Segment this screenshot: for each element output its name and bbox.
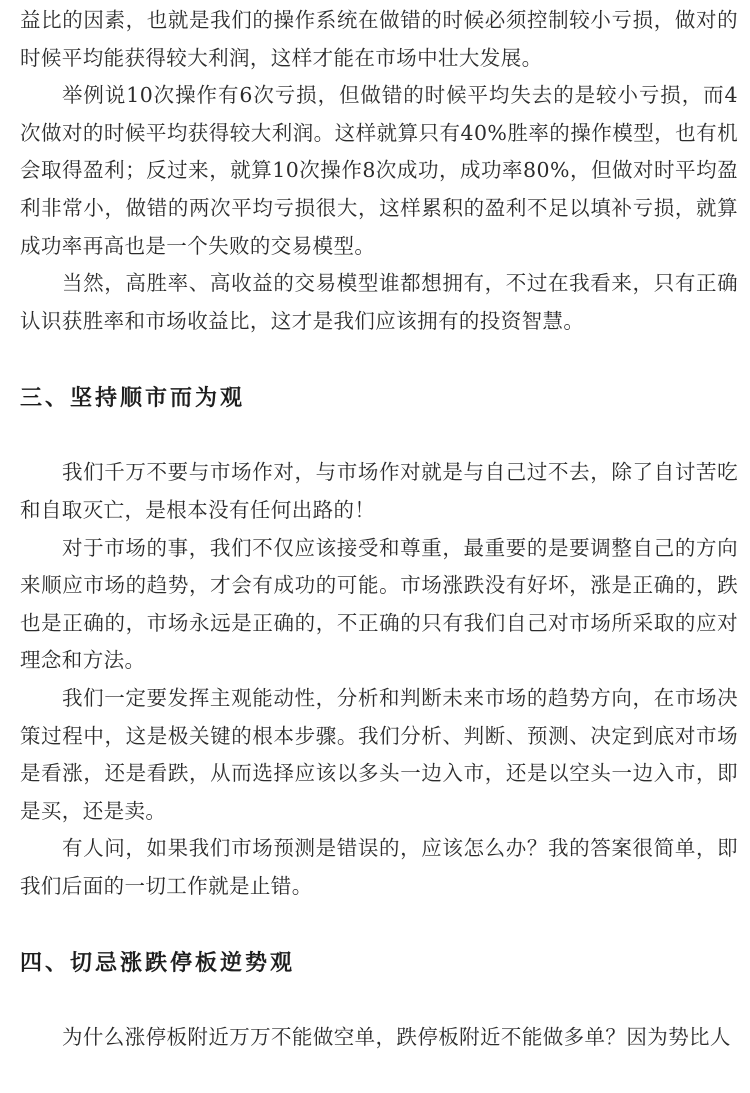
section-heading: 三、坚持顺市而为观 xyxy=(20,386,246,412)
body-paragraph: 举例说10次操作有6次亏损，但做错的时候平均失去的是较小亏损，而4次做对的时候平均获得较大利润。这样就算只有40%胜率的操作模型，也有机会取得盈利；反过来，就算10次操作8次成功，成功率80%，但做对时平均盈利非常小，做错的两次平均亏损很大，这样累积的盈利不足以填补亏损，就算成功率再高也是一个失败的交易模型。 xyxy=(20,83,738,258)
body-paragraph: 我们千万不要与市场作对，与市场作对就是与自己过不去，除了自讨苦吃和自取灭亡，是根本没有任何出路的！ xyxy=(20,460,738,522)
body-paragraph: 对于市场的事，我们不仅应该接受和尊重，最重要的是要调整自己的方向来顺应市场的趋势，才会有成功的可能。市场涨跌没有好坏，涨是正确的，跌也是正确的，市场永远是正确的，不正确的只有我们自己对市场所采取的应对理念和方法。 xyxy=(20,535,738,673)
body-paragraph: 当然，高胜率、高收益的交易模型谁都想拥有，不过在我看来，只有正确认识获胜率和市场收益比，这才是我们应该拥有的投资智慧。 xyxy=(20,271,738,333)
body-paragraph: 有人问，如果我们市场预测是错误的，应该怎么办？我的答案很简单，即我们后面的一切工作就是止错。 xyxy=(20,836,738,898)
section-heading: 四、切忌涨跌停板逆势观 xyxy=(20,951,296,977)
body-paragraph: 益比的因素，也就是我们的操作系统在做错的时候必须控制较小亏损，做对的时候平均能获得较大利润，这样才能在市场中壮大发展。 xyxy=(20,8,738,70)
body-paragraph: 我们一定要发挥主观能动性，分析和判断未来市场的趋势方向，在市场决策过程中，这是极关键的根本步骤。我们分析、判断、预测、决定到底对市场是看涨，还是看跌，从而选择应该以多头一边入市，还是以空头一边入市，即是买，还是卖。 xyxy=(20,685,738,823)
document-page xyxy=(20,0,738,1057)
body-paragraph: 为什么涨停板附近万万不能做空单，跌停板附近不能做多单？因为势比人 xyxy=(62,1025,731,1050)
